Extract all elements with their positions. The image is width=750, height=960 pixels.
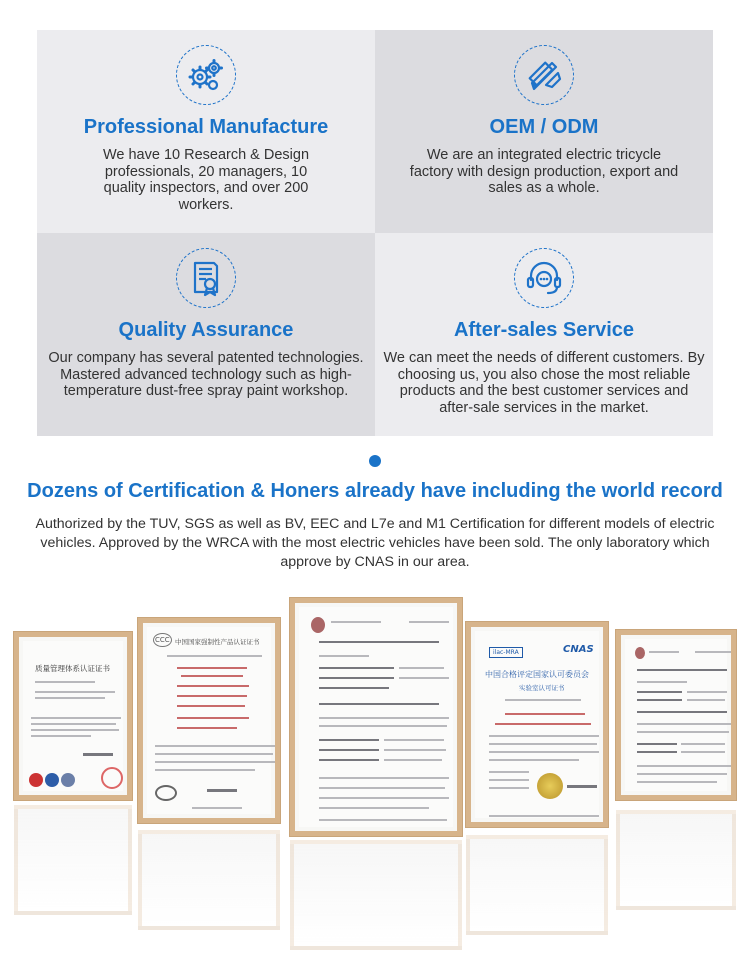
certification-description: Authorized by the TUV, SGS as well as BV, EEC and L7e and M1 Certification for different models of electric vehicles. Approved by the WRCA with the most electric vehicles have been sold. The only laboratory which approve by CNAS in our area. <box>35 516 715 570</box>
headset-icon <box>514 248 574 308</box>
ccc-mark-icon <box>155 785 177 801</box>
feature-description: Our company has several patented technologies. Mastered advanced technology such as high-temperature dust-free spray paint workshop. <box>48 350 364 399</box>
feature-quality-assurance <box>37 233 375 436</box>
certificate-subheading: 实验室认可证书 <box>519 684 565 692</box>
section-dot-icon <box>369 455 381 467</box>
seal-icon <box>45 773 59 787</box>
certificate-icon <box>176 248 236 308</box>
features-grid <box>37 30 713 436</box>
certificate-quality-management <box>14 632 132 800</box>
certificate-reflection <box>466 835 608 935</box>
feature-professional-manufacture <box>37 30 375 233</box>
ccc-logo: CCC <box>153 633 172 647</box>
feature-description: We can meet the needs of different customers. By choosing us, you also chose the most reliable products and the best customer services and after-sale services in the market. <box>383 350 705 416</box>
gold-seal-icon <box>537 773 563 799</box>
emblem-icon <box>311 617 325 633</box>
certificate-heading: 中国国家强制性产品认证证书 <box>175 638 260 646</box>
certificate-reflection <box>138 830 280 930</box>
certificate-reflection <box>616 810 736 910</box>
emblem-icon <box>635 647 645 659</box>
certificate-type-approval <box>616 630 736 800</box>
certificate-heading: 中国合格评定国家认可委员会 <box>485 670 589 679</box>
feature-title: Professional Manufacture <box>83 116 329 138</box>
certificate-reflection <box>290 840 462 950</box>
certification-title: Dozens of Certification & Honers already have including the world record <box>27 480 723 502</box>
certificates-gallery <box>0 590 750 960</box>
seal-icon <box>29 773 43 787</box>
feature-title: After-sales Service <box>453 319 635 341</box>
feature-oem-odm <box>375 30 713 233</box>
certificate-reflection <box>14 805 132 915</box>
ilac-logo-icon: ilac-MRA <box>489 647 523 658</box>
gears-icon <box>176 45 236 105</box>
feature-title: OEM / ODM <box>489 116 599 138</box>
certificate-heading: 质量管理体系认证证书 <box>35 664 110 673</box>
feature-after-sales-service <box>375 233 713 436</box>
certificate-ccc <box>138 618 280 823</box>
feature-title: Quality Assurance <box>118 319 294 341</box>
seal-icon <box>61 773 75 787</box>
certificate-eec-approval <box>290 598 462 836</box>
cnas-logo: CNAS <box>563 644 594 655</box>
certificate-cnas <box>466 622 608 827</box>
feature-description: We are an integrated electric tricycle factory with design production, export and sales as a whole. <box>409 147 679 196</box>
feature-description: We have 10 Research & Design professionals, 20 managers, 10 quality inspectors, and over 200 workers. <box>102 147 310 213</box>
pencil-ruler-icon <box>514 45 574 105</box>
seal-icon <box>101 767 123 789</box>
